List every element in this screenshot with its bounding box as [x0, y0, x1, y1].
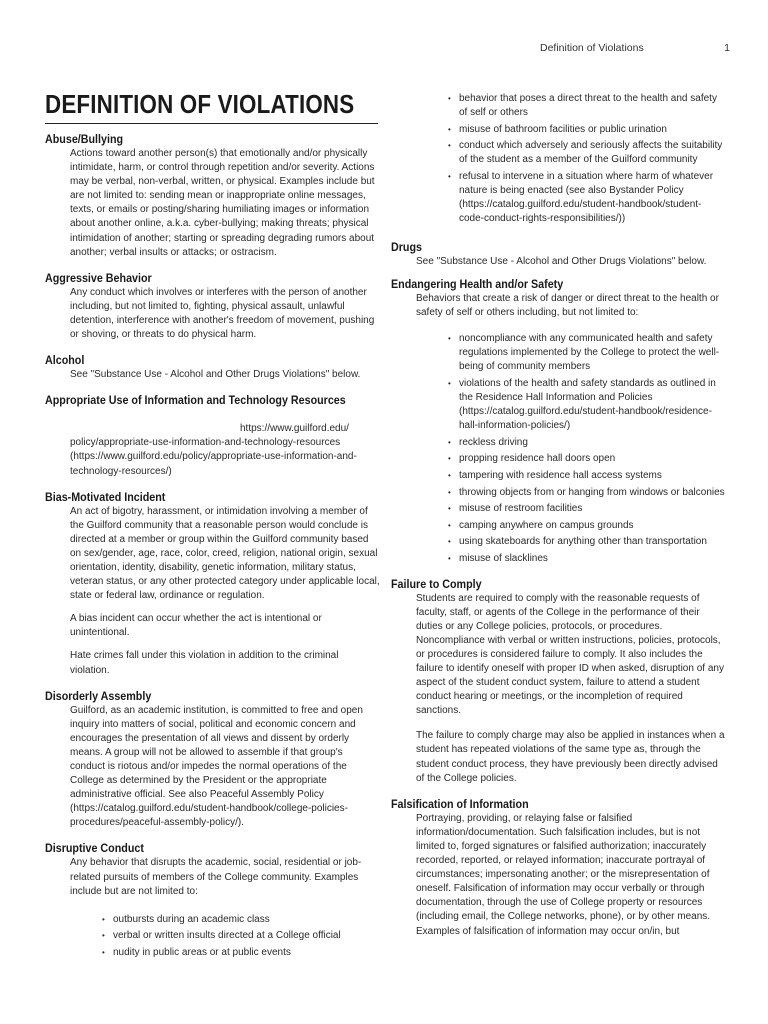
right-column: [391, 92, 726, 939]
section-text: A bias incident can occur whether the act is intentional or unintentional.: [70, 613, 322, 639]
endangering-examples-list: [448, 332, 726, 566]
section-aggressive-behavior: [45, 271, 380, 342]
policy-link[interactable]: policy/appropriate-use-information-and-technology-resources (https://www.guilford.edu/policy/appropriate-use-information-and-technology-resources/): [70, 437, 357, 477]
section-heading: Disruptive Conduct: [45, 841, 144, 856]
section-abuse-bullying: [45, 132, 380, 260]
section-text: The failure to comply charge may also be applied in instances when a student has repeated violations of the same type as, through the student conduct process, they have previously been directly advised of the College policies.: [416, 730, 725, 784]
section-heading: Drugs: [391, 239, 422, 254]
section-text: An act of bigotry, harassment, or intimidation involving a member of the Guilford community that a reasonable person would conclude is directed at a member or group within the Guilford community based on sex/gender, age, race, color, creed, religion, national origin, sexual orientation, identity, disability, genetic information, military status, veteran status, or any other protected category under applicable local, state or federal law, ordinance or regulation.: [70, 505, 380, 602]
section-heading: Aggressive Behavior: [45, 270, 152, 285]
section-alcohol: [45, 353, 380, 382]
list-item: • tampering with residence hall access systems: [448, 469, 662, 481]
running-header: [540, 42, 730, 54]
section-drugs: [391, 240, 726, 269]
section-text: Students are required to comply with the reasonable requests of faculty, staff, or agents of the College in the performance of their duties or any College policies, protocols, or procedures. Noncompliance with verbal or written instructions, policies, protocols, or procedures is considered failure to comply. It also includes the failure to identify oneself with proper ID when asked, disruption of any aspect of the student conduct system, failure to attend a student conduct hearing or meetings, or the incompletion of required sanctions.: [416, 592, 724, 717]
list-item: • verbal or written insults directed at a College official: [102, 930, 341, 942]
list-item: • nudity in public areas or at public events: [102, 946, 291, 958]
section-failure-to-comply: [391, 577, 726, 786]
section-heading: Alcohol: [45, 353, 85, 368]
section-text: See "Substance Use - Alcohol and Other Drugs Violations" below.: [416, 255, 707, 267]
section-heading: Abuse/Bullying: [45, 132, 124, 146]
section-bias-motivated-incident: [45, 490, 380, 678]
section-technology-resources: [45, 393, 380, 478]
list-item: • throwing objects from or hanging from windows or balconies: [448, 486, 725, 498]
list-item: • misuse of slacklines: [448, 552, 548, 564]
list-item: • misuse of restroom facilities: [448, 503, 583, 515]
section-falsification-of-information: [391, 797, 726, 939]
page-title: DEFINITION OF VIOLATIONS: [45, 89, 355, 119]
list-item: • behavior that poses a direct threat to the health and safety of self or others: [448, 93, 717, 119]
section-heading: Bias-Motivated Incident: [45, 489, 166, 504]
list-item: • misuse of bathroom facilities or public urination: [448, 123, 667, 135]
title-divider: [45, 123, 378, 124]
list-item: • violations of the health and safety standards as outlined in the Residence Hall Information and Policies (https://catalog.guilford.edu/student-handbook/residence-hall-information-policies/): [448, 377, 716, 432]
page-number: 1: [724, 42, 730, 54]
section-text: Hate crimes fall under this violation in addition to the criminal violation.: [70, 650, 339, 676]
section-text: Actions toward another person(s) that emotionally and/or physically intimidate, harm, or control through repetition and/or severity. Actions may be verbal, non-verbal, written, or physical. Examples include but are not limited to: sending mean or inappropriate online messages, texts, or emails or posting/sharing humiliating images or information about another online, a.k.a. cyber-bullying; making threats; physical intimidation of another; starting or spreading degrading rumors about another; verbal insults or attacks; or ostracism.: [70, 148, 375, 258]
section-text: Behaviors that create a risk of danger or direct threat to the health or safety of self or others including, but not limited to:: [416, 292, 719, 319]
section-text: See "Substance Use - Alcohol and Other Drugs Violations" below.: [70, 369, 361, 381]
disruptive-examples-list: [102, 913, 380, 960]
section-disorderly-assembly: [45, 689, 380, 831]
section-heading: Failure to Comply: [391, 576, 482, 591]
section-endangering-health-safety: [391, 277, 726, 566]
section-disruptive-conduct: [45, 841, 380, 960]
list-item: • noncompliance with any communicated health and safety regulations implemented by the College to protect the well-being of community members: [448, 333, 720, 373]
left-column: [45, 132, 380, 963]
section-text: Portraying, providing, or relaying false or falsified information/documentation. Such falsification includes, but is not limited to, forged signatures or falsified authorization; inaccurately recorded, reported, or relayed information; inaccurate portrayal of circumstances; impersonating another; or the misrepresentation of oneself. Falsification of information may occur verbally or through documentation, through the use of College property or resources (including email, the College networks, phone), or by other means. Examples of falsification of information may occur on/in, but: [416, 812, 711, 937]
list-item: • conduct which adversely and seriously affects the suitability of the student as a member of the Guilford community: [448, 140, 723, 166]
list-item: • refusal to intervene in a situation where harm of whatever nature is being enacted (see also Bystander Policy (https://catalog.guilford.edu/student-handbook/student-code-conduct-rights-responsibilities/)): [448, 170, 714, 225]
section-heading: Falsification of Information: [391, 796, 529, 811]
section-text: Guilford, as an academic institution, is committed to free and open inquiry into matters of social, political and economic concern and encourages the presentation of all views and dissent by orderly means. A group will not be allowed to assemble if that group's conduct is riotous and/or impedes the normal operations of the College as determined by the President or the appropriate administrative official. See also Peaceful Assembly Policy (https://catalog.guilford.edu/student-handbook/college-policies-procedures/peaceful-assembly-policy/).: [70, 704, 363, 829]
disruptive-examples-list-continued: [448, 92, 726, 226]
list-item: • outbursts during an academic class: [102, 913, 270, 925]
list-item: • propping residence hall doors open: [448, 453, 616, 465]
list-item: • using skateboards for anything other than transportation: [448, 536, 707, 548]
section-heading: Endangering Health and/or Safety: [391, 276, 564, 291]
list-item: • camping anywhere on campus grounds: [448, 519, 634, 531]
list-item: • reckless driving: [448, 436, 528, 448]
section-heading: Appropriate Use of Information and Technology Resources: [45, 393, 346, 408]
running-title: Definition of Violations: [540, 42, 644, 54]
section-text: Any conduct which involves or interferes with the person of another including, but not limited to, fighting, physical assault, unlawful detention, interference with another's freedom of movement, pushing or shoving, or threats to do physical harm.: [70, 286, 375, 341]
section-heading: Disorderly Assembly: [45, 688, 152, 703]
section-text: Any behavior that disrupts the academic, social, residential or job-related pursuits of members of the College community. Examples include but are not limited to:: [70, 857, 362, 897]
policy-link-start[interactable]: https://www.guilford.edu/: [240, 423, 349, 435]
